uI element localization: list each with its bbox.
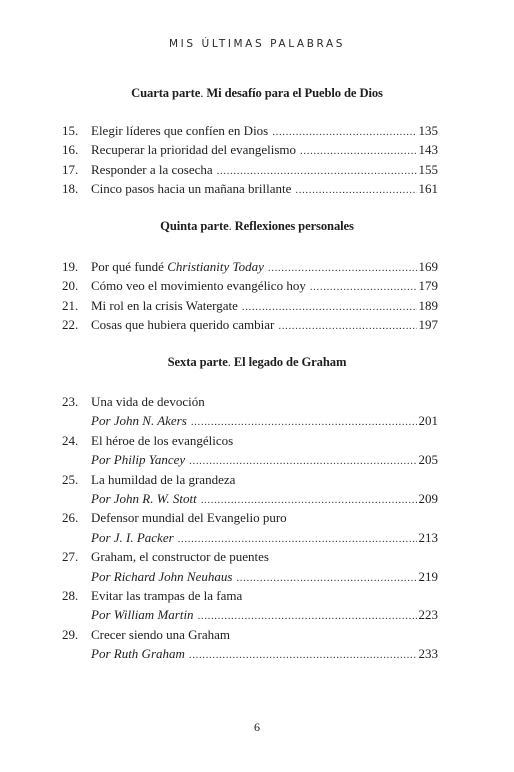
section-title-rest: Reflexiones personales [231,219,354,233]
toc-entry[interactable] [62,257,438,276]
section-title-rest: Mi desafío para el Pueblo de Dios [203,86,383,100]
toc-entry[interactable] [62,121,438,140]
entry-title: Responder a la cosecha [91,161,213,177]
entry-page: 143 [418,142,438,158]
entry-page: 201 [418,413,438,429]
entry-number: 29. [62,626,79,642]
entry-number: 26. [62,510,79,526]
section-title-bold: Cuarta parte [131,86,201,100]
entry-number: 28. [62,587,79,603]
toc-entry-author-line[interactable] [62,450,438,469]
toc-entry-author-line[interactable] [62,605,438,624]
toc-entry-author-line[interactable] [62,644,438,663]
entry-page: 161 [418,181,438,197]
toc-entry[interactable] [62,140,438,159]
toc-entry[interactable] [62,315,438,334]
entry-page: 213 [418,529,438,545]
entry-author: Por Ruth Graham [91,646,185,662]
entry-number: 22. [62,317,79,333]
toc-entry[interactable] [62,470,438,489]
entry-title: Elegir líderes que confíen en Dios [91,123,269,138]
entry-number: 17. [62,161,79,177]
entry-number: 20. [62,278,79,294]
toc-entry-author-line[interactable] [62,528,438,547]
toc-entry[interactable] [62,276,438,295]
entry-page: 219 [418,568,438,584]
entry-title: Defensor mundial del Evangelio puro [91,510,287,526]
toc-entry[interactable] [62,508,438,527]
section-title-sexta-parte [0,355,514,370]
entry-title: Cómo veo el movimiento evangélico hoy [91,278,306,294]
entry-page: 205 [418,452,438,468]
entry-page: 209 [418,490,438,506]
entry-title: Recuperar la prioridad del evangelismo [91,142,297,158]
entry-page: 169 [418,259,438,274]
toc-entry[interactable] [62,179,438,198]
section-title-rest: El legado de Graham [230,355,347,369]
entry-page: 197 [418,317,438,333]
entry-page: 233 [418,646,438,662]
dot-leader [278,317,416,336]
toc-entry[interactable] [62,586,438,605]
entry-page: 189 [418,297,438,313]
toc-entry[interactable] [62,431,438,450]
toc-entry-author-line[interactable] [62,411,438,430]
entry-number: 21. [62,297,79,313]
entry-title: La humildad de la grandeza [91,471,236,487]
section-title-separator: . [200,86,204,100]
entry-number: 19. [62,259,79,274]
entry-title: Graham, el constructor de puentes [91,549,269,565]
entry-page: 155 [418,161,438,177]
entry-title [91,257,264,276]
entry-author: Por Richard John Neuhaus [91,568,233,584]
toc-entry-author-line[interactable] [62,489,438,508]
toc-list-sexta-parte [62,392,438,663]
entry-author: Por John N. Akers [91,413,187,429]
dot-leader [189,646,417,665]
entry-number: 25. [62,471,79,487]
entry-author: Por Philip Yancey [91,452,186,468]
entry-author: Por John R. W. Stott [91,490,197,506]
entry-title: El héroe de los evangélicos [91,432,234,448]
entry-title: Cinco pasos hacia un mañana brillante [91,181,292,197]
entry-title: Evitar las trampas de la fama [91,587,243,603]
toc-list-quinta-parte [62,257,438,335]
entry-number: 15. [62,123,79,138]
entry-number: 27. [62,549,79,565]
toc-entry[interactable] [62,160,438,179]
entry-page: 179 [418,278,438,294]
toc-entry-author-line[interactable] [62,567,438,586]
entry-author: Por William Martin [91,607,194,623]
entry-page: 135 [418,123,438,138]
toc-list-cuarta-parte [62,121,438,199]
entry-title: Una vida de devoción [91,394,205,409]
entry-title-italic: Christianity Today [167,259,264,274]
entry-author: Por J. I. Packer [91,529,174,545]
section-title-bold: Sexta parte [167,355,228,369]
toc-entry[interactable] [62,547,438,566]
running-head: MIS ÚLTIMAS PALABRAS [168,38,346,50]
entry-number: 18. [62,181,79,197]
page-number: 6 [254,720,260,734]
toc-entry[interactable] [62,296,438,315]
entry-title: Cosas que hubiera querido cambiar [91,317,275,333]
entry-page: 223 [418,607,438,623]
entry-title: Mi rol en la crisis Watergate [91,297,238,313]
section-title-quinta-parte [0,219,514,234]
entry-number: 24. [62,432,79,448]
section-title-separator: . [228,219,232,233]
entry-number: 23. [62,394,79,409]
section-title-bold: Quinta parte [160,219,229,233]
toc-entry[interactable] [62,392,438,411]
section-title-cuarta-parte [0,86,514,101]
toc-entry[interactable] [62,625,438,644]
section-title-separator: . [227,355,231,369]
entry-number: 16. [62,142,79,158]
dot-leader [295,181,416,200]
entry-title: Crecer siendo una Graham [91,626,230,642]
entry-title-plain: Por qué fundé [91,259,168,274]
